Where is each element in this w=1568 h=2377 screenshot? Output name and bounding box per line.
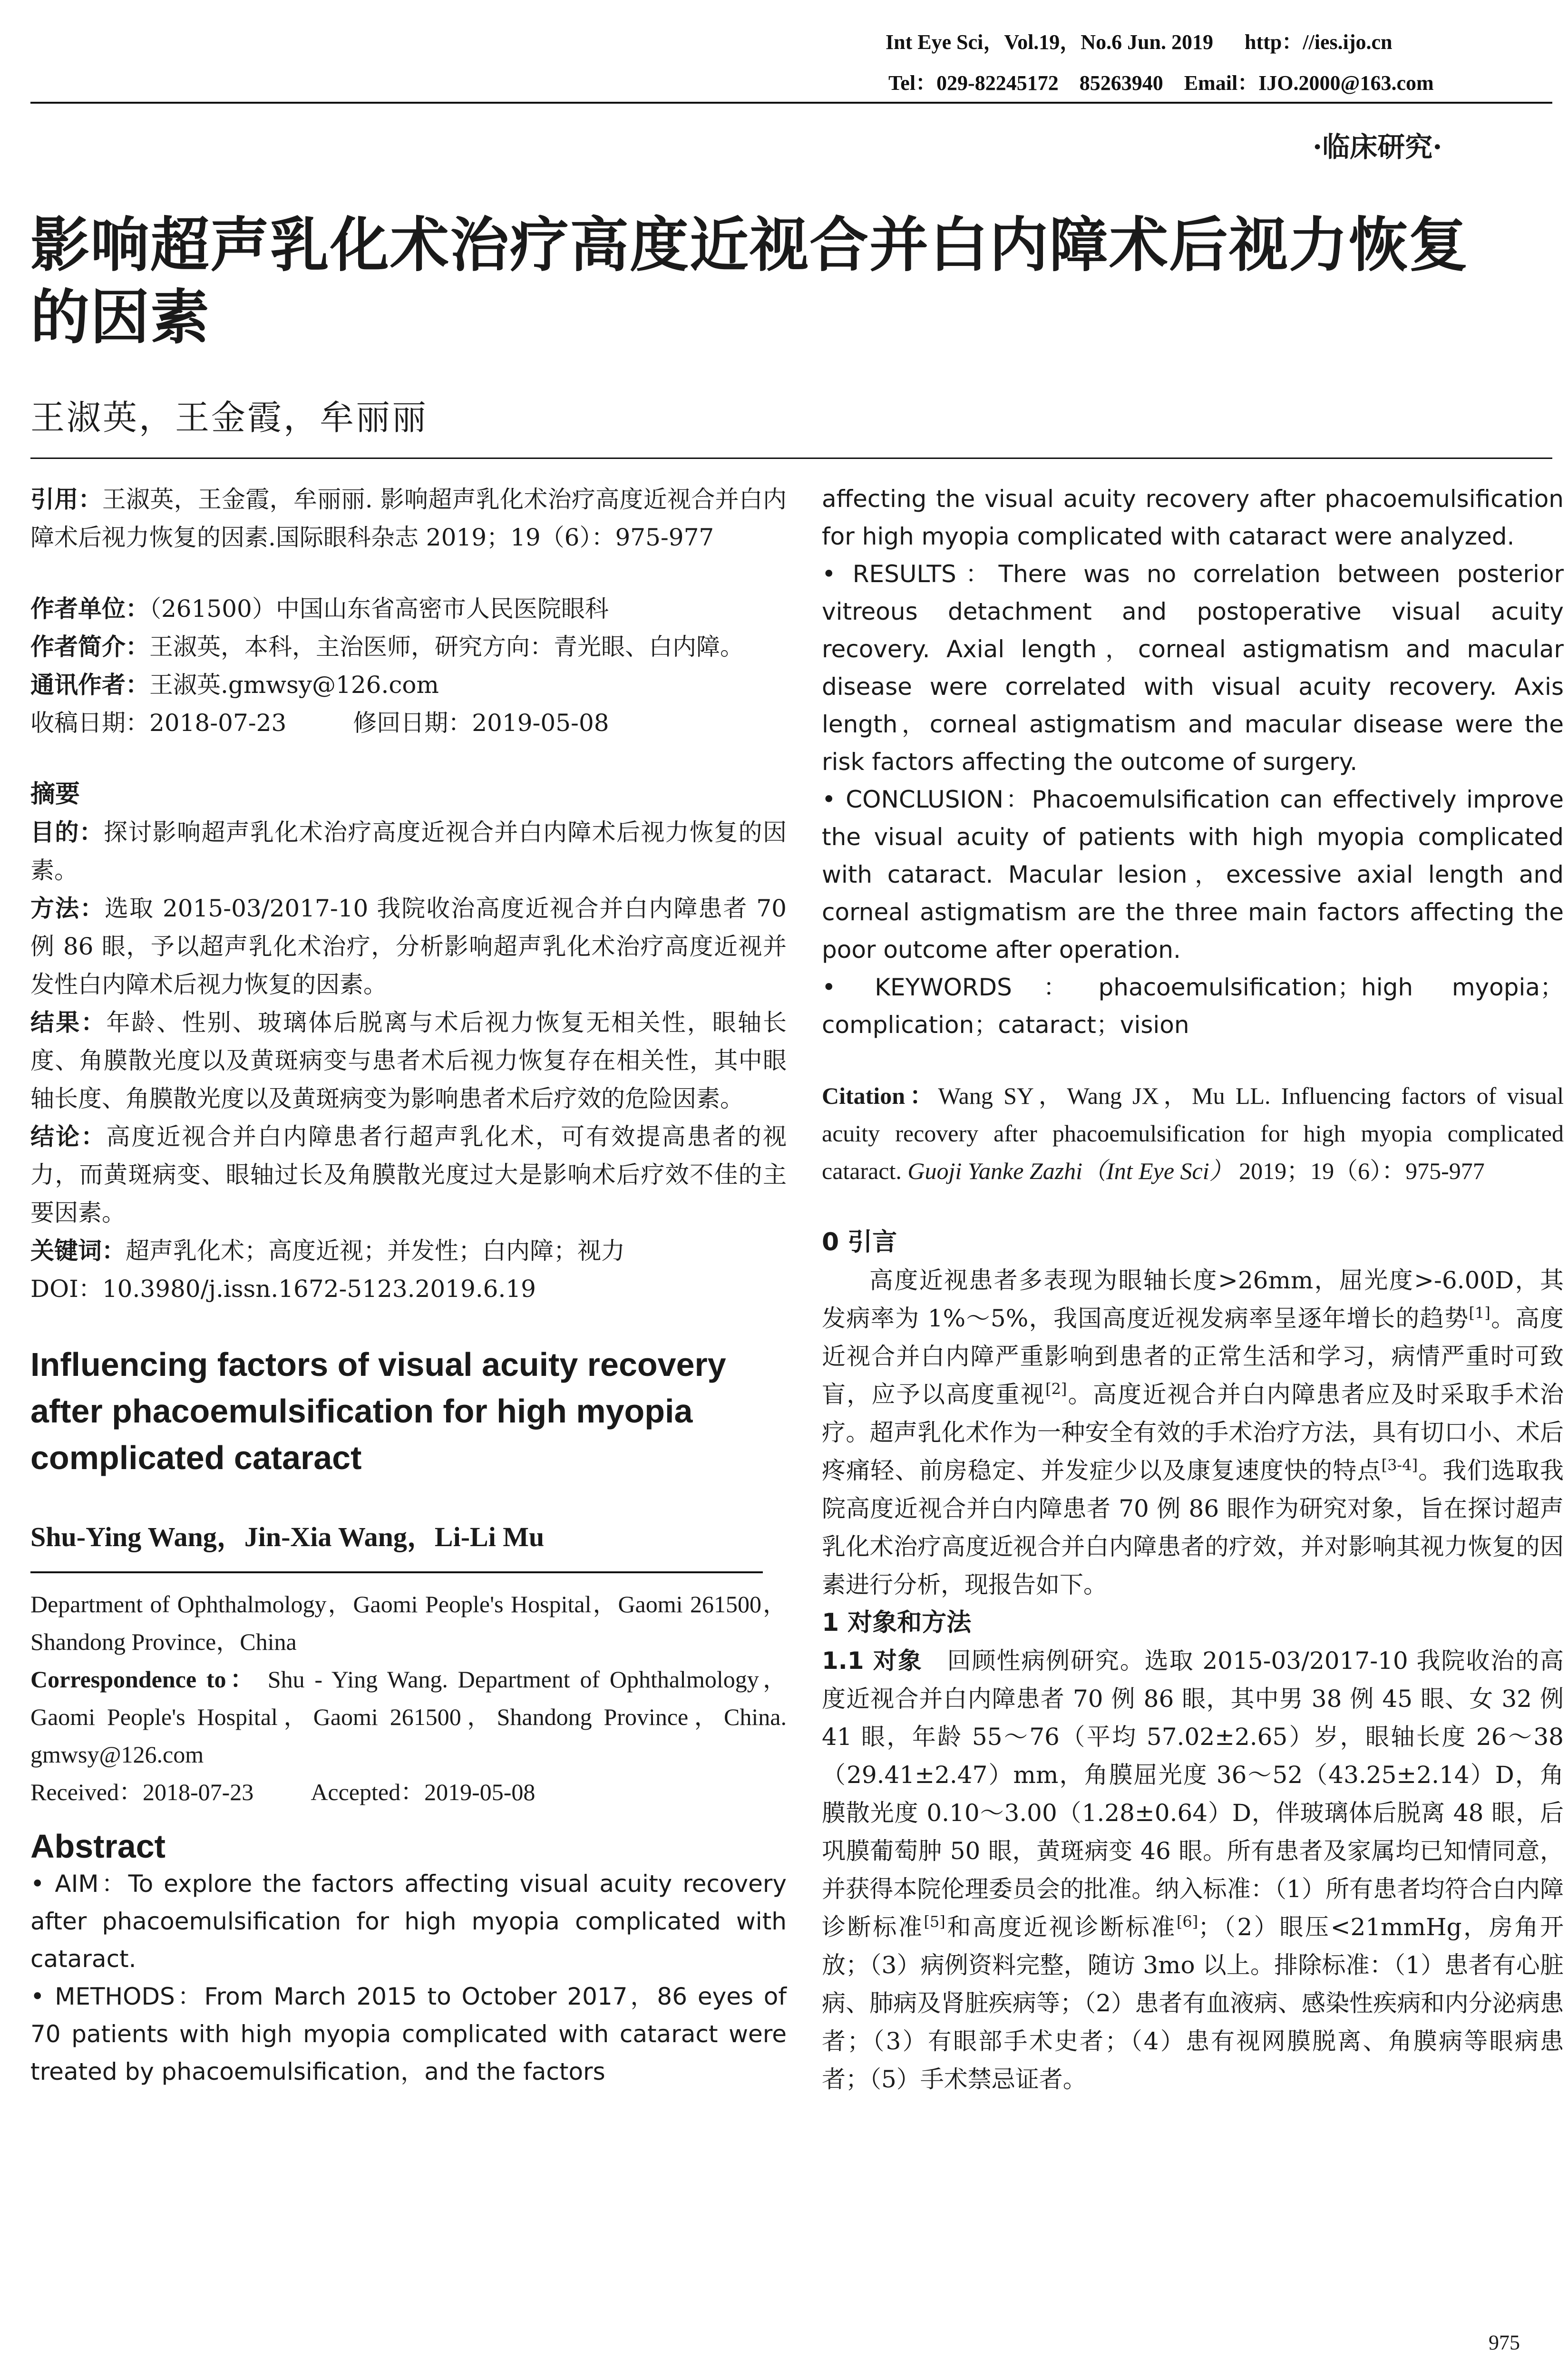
- keywords-en: • KEYWORDS：phacoemulsification；high myopia；complication；cataract；vision: [822, 974, 1564, 1039]
- section-tag: ·临床研究·: [1313, 131, 1442, 163]
- results-zh: 结果：年龄、性别、玻璃体后脱离与术后视力恢复无相关性，眼轴长度、角膜散光度以及黄斑病变与患者术后视力恢复存在相关性，其中眼轴长度、角膜散光度以及黄斑病变为影响患者术后疗效的危险因素。: [30, 1009, 787, 1112]
- dates-en: Received：2018-07-23 Accepted：2019-05-08: [30, 1779, 536, 1805]
- author-bio: 作者简介：王淑英，本科，主治医师，研究方向：青光眼、白内障。: [30, 633, 744, 661]
- page-number: 975: [1489, 2331, 1520, 2354]
- aim-en: • AIM：To explore the factors affecting visual acuity recovery after phacoemulsification for high myopia complicated with cataract.: [30, 1870, 787, 1973]
- journal-info-line: Int Eye Sci，Vol.19，No.6 Jun. 2019 http：//ies.ijo.cn: [886, 30, 1393, 54]
- intro-paragraph: 高度近视患者多表现为眼轴长度>26mm，屈光度>-6.00D，其发病率为 1%～5%，我国高度近视发病率呈逐年增长的趋势[1]。高度近视合并白内障严重影响到患者的正常生活和学习，病情严重时可致盲，应予以高度重视[2]。高度近视合并白内障患者应及时采取手术治疗。超声乳化术作为一种安全有效的手术治疗方法，具有切口小、术后疼痛轻、前房稳定、并发症少以及康复速度快的特点[3-4]。我们选取我院高度近视合并白内障患者 70 例 86 眼作为研究对象，旨在探讨超声乳化术治疗高度近视合并白内障患者的疗效，并对影响其视力恢复的因素进行分析，现报告如下。: [822, 1266, 1564, 1598]
- section-1-1-paragraph: 1.1 对象 回顾性病例研究。选取 2015-03/2017-10 我院收治的高度近视合并白内障患者 70 例 86 眼，其中男 38 例 45 眼、女 32 例 41 眼，年龄 55～76（平均 57.02±2.65）岁，眼轴长度 26～38（29.41±2.47）mm，角膜屈光度 36～52（43.25±2.14）D，角膜散光度 0.10～3.00（1.28±0.64）D，伴玻璃体后脱离 48 眼，后巩膜葡萄肿 50 眼，黄斑病变 46 眼。所有患者及家属均已知情同意，并获得本院伦理委员会的批准。纳入标准：（1）所有患者均符合白内障诊断标准[5]和高度近视诊断标准[6]；（2）眼压<21mmHg，房角开放；（3）病例资料完整，随访 3mo 以上。排除标准：（1）患者有心脏病、肺病及肾脏疾病等；（2）患者有血液病、感染性疾病和内分泌病患者；（3）有眼部手术史者；（4）患有视网膜脱离、角膜病等眼病患者；（5）手术禁忌证者。: [822, 1647, 1564, 2093]
- affiliation: 作者单位：（261500）中国山东省高密市人民医院眼科: [30, 595, 609, 623]
- intro-heading: 0 引言: [822, 1228, 897, 1257]
- left-column: [30, 480, 787, 2091]
- citation-zh: 引用：王淑英，王金霞，牟丽丽. 影响超声乳化术治疗高度近视合并白内障术后视力恢复的因素.国际眼科杂志 2019；19（6）：975-977: [30, 486, 787, 551]
- header-rule: [30, 102, 1552, 104]
- abstract-label-zh: 摘要: [30, 780, 80, 809]
- department-en: Department of Ophthalmology，Gaomi People's Hospital，Gaomi 261500，Shandong Province，China: [30, 1591, 787, 1655]
- dates-zh: 收稿日期：2018-07-23 修回日期：2019-05-08: [30, 709, 609, 737]
- results-en: • RESULTS：There was no correlation between posterior vitreous detachment and postoperative visual acuity recovery. Axial length，corneal astigmatism and macular disease were correlated with visual acuity recovery. Axis length，corneal astigmatism and macular disease were the risk factors affecting the outcome of surgery.: [822, 560, 1564, 776]
- contact-info-line: Tel：029-82245172 85263940 Email：IJO.2000@163.com: [888, 71, 1434, 95]
- citation-en: Citation：Wang SY，Wang JX，Mu LL. Influencing factors of visual acuity recovery after phacoemulsification for high myopia complicated cataract. Guoji Yanke Zazhi（Int Eye Sci） 2019；19（6）：975-977: [822, 1082, 1564, 1184]
- correspondence-en: Correspondence to： Shu - Ying Wang. Department of Ophthalmology，Gaomi People's Hospital，Gaomi 261500，Shandong Province，China. gmwsy@126.com: [30, 1666, 787, 1768]
- methods-en: • METHODS：From March 2015 to October 2017，86 eyes of 70 patients with high myopia complicated with cataract were treated by phacoemulsification，and the factors: [30, 1983, 787, 2085]
- conclusion-zh: 结论：高度近视合并白内障患者行超声乳化术，可有效提高患者的视力，而黄斑病变、眼轴过长及角膜散光度过大是影响术后疗效不佳的主要因素。: [30, 1123, 787, 1227]
- authors-zh: 王淑英，王金霞，牟丽丽: [30, 398, 429, 438]
- abstract-heading-en: Abstract: [30, 1828, 166, 1865]
- aim-zh: 目的：探讨影响超声乳化术治疗高度近视合并白内障术后视力恢复的因素。: [30, 818, 787, 884]
- corresponding-author: 通讯作者：王淑英.gmwsy@126.com: [30, 671, 439, 699]
- english-authors: Shu-Ying Wang，Jin-Xia Wang，Li-Li Mu: [30, 1521, 545, 1552]
- right-column: [822, 480, 1564, 2098]
- title-line-1: 影响超声乳化术治疗高度近视合并白内障术后视力恢复: [30, 211, 1469, 280]
- doi: DOI：10.3980/j.issn.1672-5123.2019.6.19: [30, 1275, 536, 1303]
- article-title: [30, 209, 1552, 354]
- section-1-heading: 1 对象和方法: [822, 1608, 972, 1637]
- english-title: Influencing factors of visual acuity recovery after phacoemulsification for high myopia complicated cataract: [30, 1346, 726, 1476]
- title-line-2: 的因素: [30, 283, 211, 352]
- title-rule: [30, 458, 1552, 459]
- methods-en-continued: affecting the visual acuity recovery after phacoemulsification for high myopia complicated with cataract were analyzed.: [822, 485, 1564, 550]
- keywords-zh: 关键词：超声乳化术；高度近视；并发性；白内障；视力: [30, 1237, 625, 1265]
- methods-zh: 方法：选取 2015-03/2017-10 我院收治高度近视合并白内障患者 70 例 86 眼，予以超声乳化术治疗，分析影响超声乳化术治疗高度近视并发性白内障术后视力恢复的因素。: [30, 895, 787, 998]
- conclusion-en: • CONCLUSION：Phacoemulsification can effectively improve the visual acuity of patients with high myopia complicated with cataract. Macular lesion，excessive axial length and corneal astigmatism are the three main factors affecting the poor outcome after operation.: [822, 786, 1564, 964]
